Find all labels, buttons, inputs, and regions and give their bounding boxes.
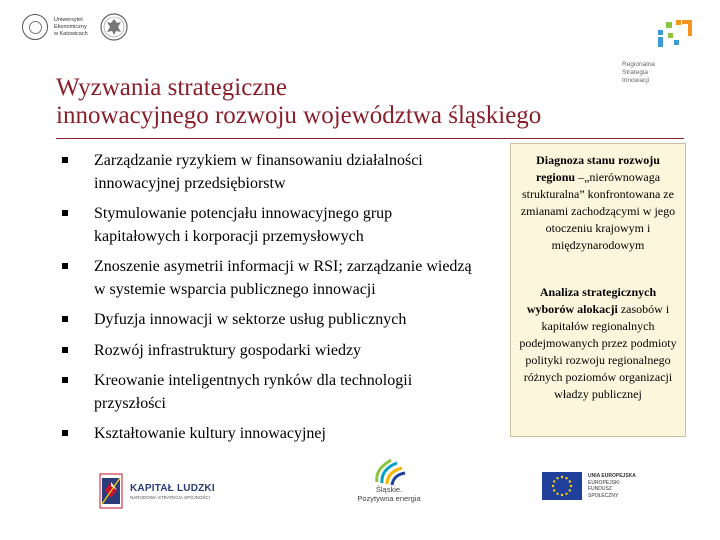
kapital-ludzki-title: KAPITAŁ LUDZKI bbox=[130, 482, 215, 494]
university-logo-line: w Katowicach bbox=[54, 30, 88, 37]
list-item bbox=[62, 309, 482, 332]
kapital-ludzki-subtitle: NARODOWA STRATEGIA SPÓJNOŚCI bbox=[130, 494, 211, 500]
title-line-2: innowacyjnego rozwoju województwa śląskiego bbox=[56, 102, 542, 129]
slide-title bbox=[56, 74, 656, 130]
eu-logo-line: FUNDUSZ SPOŁECZNY bbox=[588, 486, 619, 499]
bullet-square-icon bbox=[62, 316, 68, 322]
eu-flag-icon bbox=[542, 472, 582, 500]
list-item bbox=[62, 340, 482, 363]
bullet-square-icon bbox=[62, 377, 68, 383]
bullet-square-icon bbox=[62, 347, 68, 353]
title-line-1: Wyzwania strategiczne bbox=[56, 74, 288, 101]
title-divider bbox=[56, 138, 684, 139]
diagnosis-heading: Diagnoza stanu rozwoju regionu bbox=[535, 153, 660, 184]
bullet-square-icon bbox=[62, 210, 68, 216]
list-item-text: Znoszenie asymetrii informacji w RSI; zarządzanie wiedzą w systemie wsparcia publicznego innowacji bbox=[94, 258, 472, 298]
list-item bbox=[62, 423, 482, 446]
eu-logo bbox=[542, 472, 636, 500]
list-item-text: Kreowanie inteligentnych rynków dla technologii przyszłości bbox=[94, 372, 413, 412]
analysis-paragraph bbox=[518, 284, 678, 403]
list-item bbox=[62, 256, 482, 301]
university-emblem-icon bbox=[22, 14, 48, 40]
list-item bbox=[62, 203, 482, 248]
diagnosis-text: –„nierównowaga strukturalna” konfrontowana ze zmianami zachodzącymi w jego otoczeniu krajowym i międzynarodowym bbox=[520, 170, 676, 252]
eu-logo-line: EUROPEJSKI bbox=[588, 479, 620, 486]
diagnosis-box bbox=[510, 143, 686, 437]
list-item-text: Dyfuzja innowacji w sektorze usług publicznych bbox=[94, 311, 407, 328]
university-logo-line: Ekonomiczny bbox=[54, 23, 87, 30]
rsi-logo-line: Innowacji bbox=[622, 77, 650, 84]
university-logo-text bbox=[54, 17, 94, 38]
list-item bbox=[62, 150, 482, 195]
eagle-seal-icon bbox=[100, 12, 128, 42]
challenges-list bbox=[62, 150, 482, 454]
analysis-text: zasobów i kapitałów regionalnych podejmowanych przez podmioty polityki rozwoju regionalnego różnych poziomów organizacji władzy publicznej bbox=[519, 302, 677, 401]
rsi-logo-line: Strategia bbox=[622, 69, 649, 76]
bullet-square-icon bbox=[62, 157, 68, 163]
rsi-mark-icon bbox=[656, 18, 694, 48]
list-item-text: Kształtowanie kultury innowacyjnej bbox=[94, 425, 326, 442]
list-item-text: Zarządzanie ryzykiem w finansowaniu działalności innowacyjnej przedsiębiorstw bbox=[94, 152, 423, 192]
kapital-ludzki-logo bbox=[96, 464, 226, 518]
list-item bbox=[62, 370, 482, 415]
eu-logo-line: UNIA EUROPEJSKA bbox=[588, 473, 636, 479]
bullet-square-icon bbox=[62, 263, 68, 269]
list-item-text: Rozwój infrastruktury gospodarki wiedzy bbox=[94, 341, 362, 359]
university-logo bbox=[22, 14, 94, 40]
slaskie-tagline: Pozytywna energia bbox=[357, 493, 421, 503]
diagnosis-paragraph bbox=[518, 152, 678, 254]
bullet-square-icon bbox=[62, 430, 68, 436]
slaskie-mark-icon bbox=[369, 456, 409, 486]
slaskie-logo bbox=[354, 456, 424, 516]
slaskie-name: Śląskie. bbox=[375, 485, 403, 494]
list-item-text: Stymulowanie potencjału innowacyjnego grup kapitałowych i korporacji przemysłowych bbox=[94, 205, 393, 245]
analysis-heading: Analiza strategicznych wyborów alokacji bbox=[526, 285, 657, 316]
eu-logo-text bbox=[588, 473, 636, 499]
kapital-ludzki-mark-icon bbox=[96, 472, 126, 510]
rsi-logo-line: Regionalna bbox=[622, 61, 655, 68]
university-logo-line: Uniwersytet bbox=[54, 16, 83, 23]
